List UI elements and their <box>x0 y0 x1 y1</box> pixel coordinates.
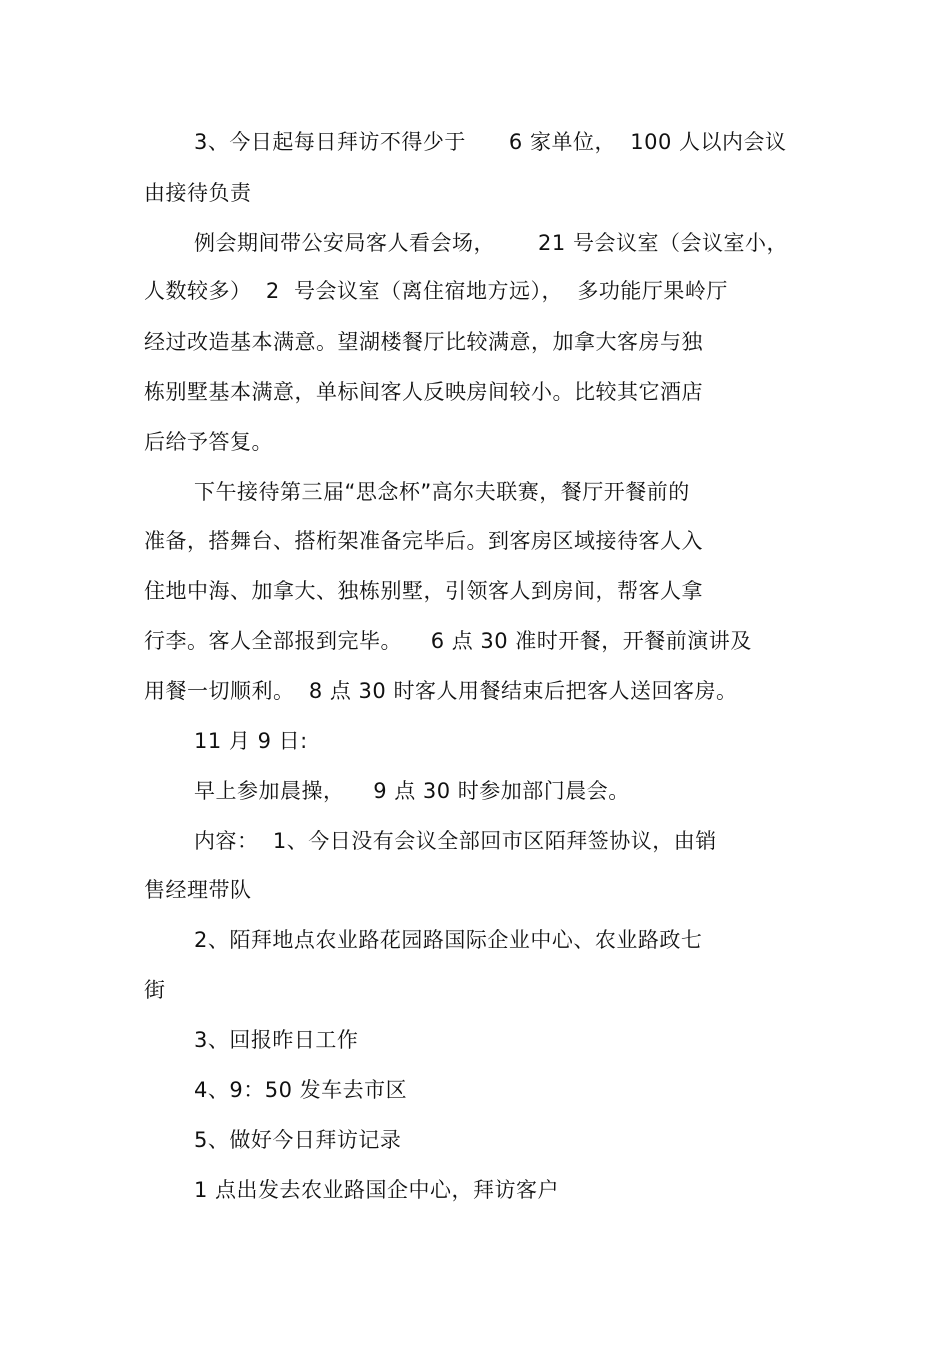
text-line: 由接待负责 <box>144 181 252 205</box>
text-line: 售经理带队 <box>144 878 252 902</box>
text-line: 栋别墅基本满意，单标间客人反映房间较小。比较其它酒店 <box>144 380 703 404</box>
text-line: 下午接待第三届“思念杯”高尔夫联赛，餐厅开餐前的 <box>194 480 690 504</box>
text-line: 住地中海、加拿大、独栋别墅，引领客人到房间，帮客人拿 <box>144 579 703 603</box>
text-line: 街 <box>144 978 166 1002</box>
text-line: 准备，搭舞台、搭桁架准备完毕后。到客房区域接待客人入 <box>144 529 703 553</box>
text-line: 3、今日起每日拜访不得少于 6 家单位， 100 人以内会议 <box>194 130 787 154</box>
text-line: 3、回报昨日工作 <box>194 1028 359 1052</box>
text-line: 内容： 1、今日没有会议全部回市区陌拜签协议，由销 <box>194 829 717 853</box>
text-line: 人数较多） 2 号会议室（离住宿地方远）， 多功能厅果岭厅 <box>144 279 728 303</box>
date-heading: 11 月 9 日: <box>194 729 308 753</box>
text-line: 4、9：50 发车去市区 <box>194 1078 408 1102</box>
text-line: 行李。客人全部报到完毕。 6 点 30 准时开餐，开餐前演讲及 <box>144 629 752 653</box>
text-line: 经过改造基本满意。望湖楼餐厅比较满意，加拿大客房与独 <box>144 330 703 354</box>
text-line: 后给予答复。 <box>144 430 273 454</box>
text-line: 2、陌拜地点农业路花园路国际企业中心、农业路政七 <box>194 928 703 952</box>
text-line: 用餐一切顺利。 8 点 30 时客人用餐结束后把客人送回客房。 <box>144 679 738 703</box>
text-line: 5、做好今日拜访记录 <box>194 1128 402 1152</box>
text-line: 1 点出发去农业路国企中心，拜访客户 <box>194 1178 560 1202</box>
text-line: 早上参加晨操， 9 点 30 时参加部门晨会。 <box>194 779 630 803</box>
text-line: 例会期间带公安局客人看会场， 21 号会议室（会议室小， <box>194 231 788 255</box>
